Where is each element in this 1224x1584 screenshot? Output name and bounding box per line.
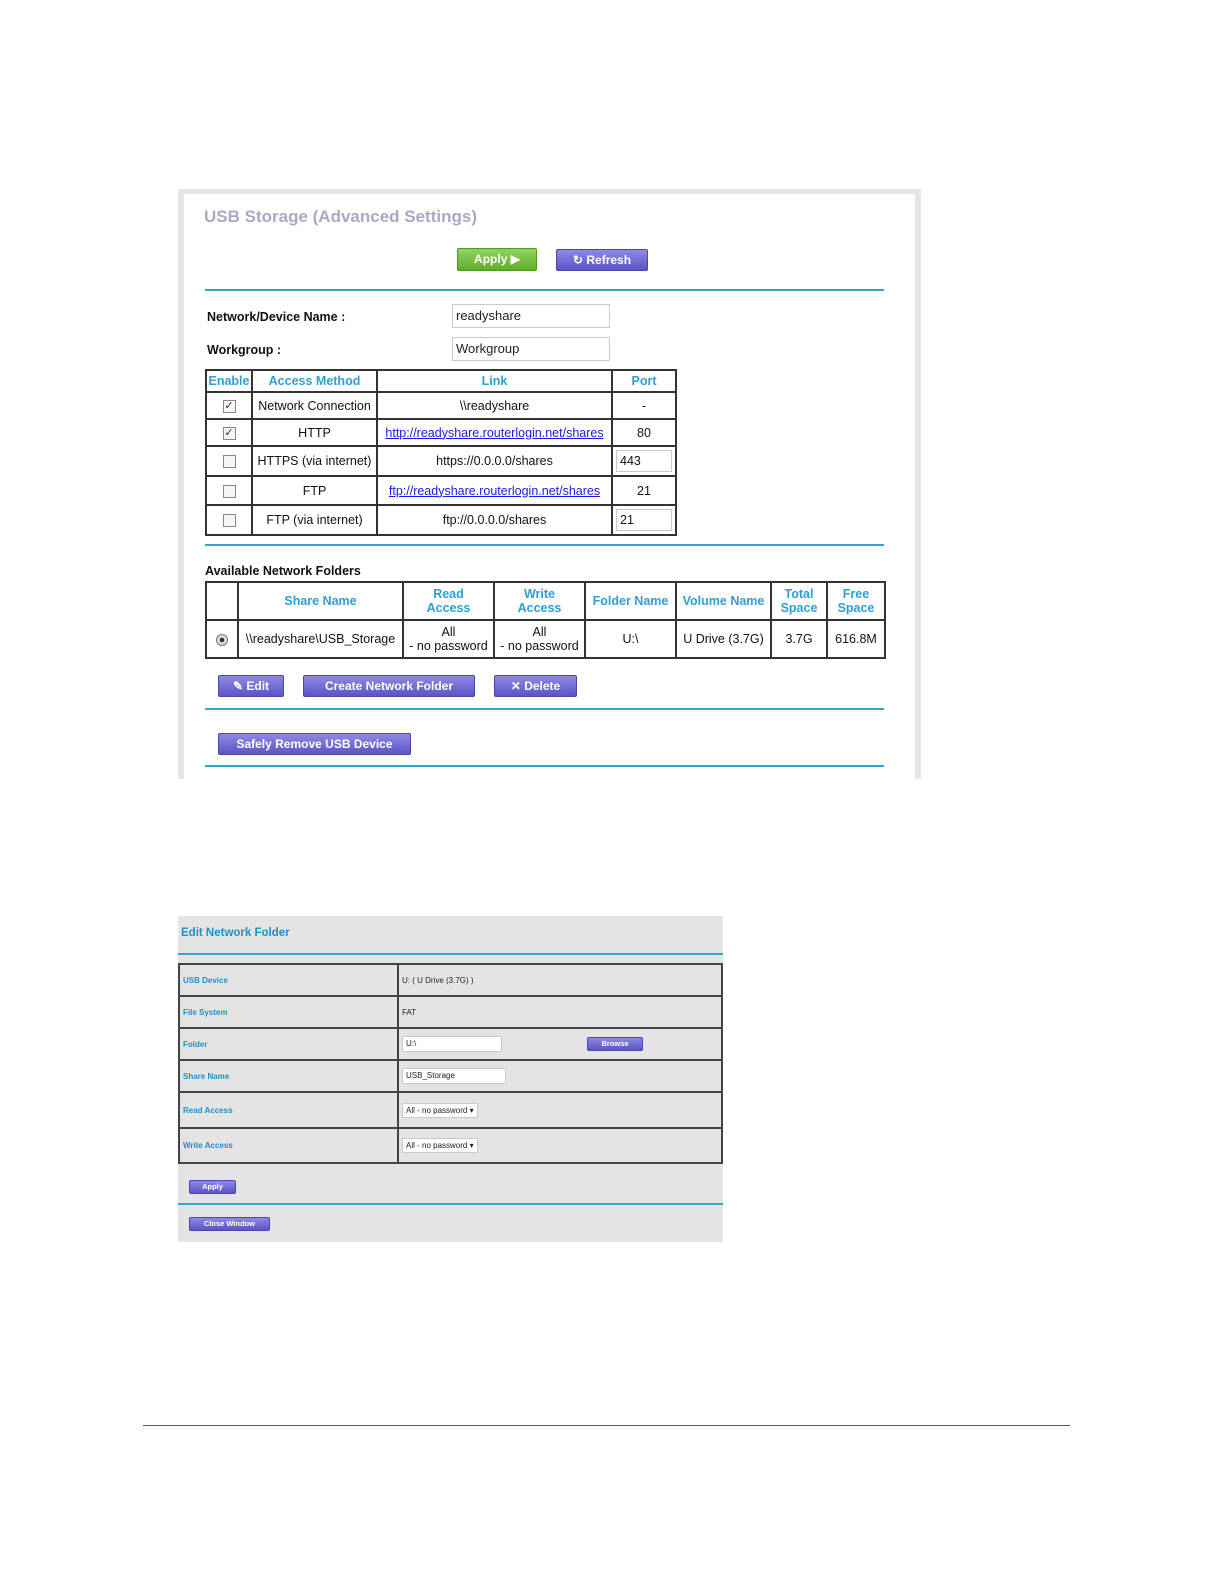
share-name-input[interactable]: USB_Storage bbox=[402, 1068, 506, 1084]
table-row bbox=[206, 446, 676, 476]
enable-checkbox[interactable]: ✓ bbox=[224, 426, 234, 439]
write-access-select[interactable]: All - no password ▾ bbox=[402, 1138, 478, 1153]
safely-remove-usb-button[interactable]: Safely Remove USB Device bbox=[218, 733, 411, 755]
enable-header: Enable bbox=[206, 370, 252, 392]
network-name-label: Network/Device Name : bbox=[207, 310, 346, 324]
volume-name-cell: U Drive (3.7G) bbox=[676, 620, 771, 658]
create-network-folder-button[interactable]: Create Network Folder bbox=[303, 675, 475, 697]
workgroup-label: Workgroup : bbox=[207, 343, 282, 357]
footer-rule bbox=[143, 1425, 1070, 1426]
method-cell: HTTPS (via internet) bbox=[252, 446, 377, 476]
usb-device-value: U: ( U Drive (3.7G) ) bbox=[398, 964, 722, 996]
page-title: USB Storage (Advanced Settings) bbox=[204, 207, 477, 226]
port-input[interactable]: 443 bbox=[616, 450, 672, 472]
read-access-cell: All - no password bbox=[403, 620, 494, 658]
total-space-cell: 3.7G bbox=[771, 620, 827, 658]
edit-folder-form bbox=[178, 963, 723, 1164]
delete-button[interactable] bbox=[494, 675, 577, 697]
file-system-label: File System bbox=[179, 996, 398, 1028]
read-access-label: Read Access bbox=[179, 1092, 398, 1128]
refresh-label: Refresh bbox=[586, 253, 632, 267]
network-name-input[interactable]: readyshare bbox=[452, 304, 610, 328]
method-cell: HTTP bbox=[252, 419, 377, 446]
volume-name-header: Volume Name bbox=[676, 582, 771, 620]
folder-input[interactable]: U:\ bbox=[402, 1036, 502, 1052]
close-window-button[interactable]: Close Window bbox=[189, 1217, 270, 1231]
table-row bbox=[179, 1128, 722, 1163]
folder-name-header: Folder Name bbox=[585, 582, 676, 620]
table-row bbox=[206, 392, 676, 419]
total-space-header: Total Space bbox=[771, 582, 827, 620]
link-cell: https://0.0.0.0/shares bbox=[377, 446, 612, 476]
access-method-header: Access Method bbox=[252, 370, 377, 392]
read-access-header: Read Access bbox=[403, 582, 494, 620]
table-row bbox=[179, 964, 722, 996]
table-row bbox=[179, 996, 722, 1028]
folder-radio[interactable] bbox=[216, 634, 228, 646]
table-row bbox=[179, 1092, 722, 1128]
write-access-header: Write Access bbox=[494, 582, 585, 620]
divider bbox=[178, 953, 723, 955]
share-name-header: Share Name bbox=[238, 582, 403, 620]
edit-button[interactable] bbox=[218, 675, 284, 697]
delete-label: Delete bbox=[524, 679, 561, 693]
write-access-label: Write Access bbox=[179, 1128, 398, 1163]
port-cell: 21 bbox=[612, 476, 676, 505]
apply-button[interactable]: Apply ▶ bbox=[457, 248, 537, 271]
table-row bbox=[206, 505, 676, 535]
pencil-icon: ✎ bbox=[232, 679, 244, 693]
browse-button[interactable]: Browse bbox=[587, 1037, 643, 1051]
table-row bbox=[206, 419, 676, 446]
file-system-value: FAT bbox=[398, 996, 722, 1028]
port-input[interactable]: 21 bbox=[616, 509, 672, 531]
write-access-cell: All - no password bbox=[494, 620, 585, 658]
share-name-label: Share Name bbox=[179, 1060, 398, 1092]
chevron-down-icon: ▾ bbox=[469, 1105, 474, 1115]
method-cell: FTP bbox=[252, 476, 377, 505]
chevron-down-icon: ▾ bbox=[469, 1141, 474, 1150]
link-cell: \\readyshare bbox=[377, 392, 612, 419]
table-row bbox=[206, 620, 885, 658]
table-row bbox=[206, 476, 676, 505]
http-link[interactable]: http://readyshare.routerlogin.net/shares bbox=[385, 425, 604, 440]
share-name-cell: \\readyshare\USB_Storage bbox=[238, 620, 403, 658]
edit-folder-title: Edit Network Folder bbox=[181, 927, 290, 939]
table-row bbox=[179, 1028, 722, 1060]
select-header bbox=[206, 582, 238, 620]
divider bbox=[205, 289, 884, 291]
divider bbox=[178, 1203, 723, 1205]
table-row bbox=[179, 1060, 722, 1092]
usb-storage-content bbox=[184, 194, 915, 779]
edit-label: Edit bbox=[246, 679, 270, 693]
close-icon: ✕ bbox=[510, 679, 521, 693]
port-cell: - bbox=[612, 392, 676, 419]
method-cell: Network Connection bbox=[252, 392, 377, 419]
free-space-header: Free Space bbox=[827, 582, 885, 620]
folder-label: Folder bbox=[179, 1028, 398, 1060]
ftp-link[interactable]: ftp://readyshare.routerlogin.net/shares bbox=[388, 483, 601, 498]
apply-button[interactable]: Apply bbox=[189, 1180, 236, 1194]
enable-checkbox[interactable]: ✓ bbox=[224, 399, 234, 412]
usb-device-label: USB Device bbox=[179, 964, 398, 996]
free-space-cell: 616.8M bbox=[827, 620, 885, 658]
folders-section-title: Available Network Folders bbox=[205, 564, 361, 578]
network-folders-table bbox=[205, 581, 886, 659]
link-cell: ftp://0.0.0.0/shares bbox=[377, 505, 612, 535]
port-cell: 80 bbox=[612, 419, 676, 446]
access-method-table bbox=[205, 369, 677, 536]
edit-network-folder-panel bbox=[178, 916, 723, 1242]
enable-checkbox[interactable] bbox=[223, 514, 236, 527]
link-header: Link bbox=[377, 370, 612, 392]
method-cell: FTP (via internet) bbox=[252, 505, 377, 535]
refresh-button[interactable] bbox=[556, 249, 648, 271]
divider bbox=[205, 544, 884, 546]
usb-storage-panel bbox=[178, 189, 921, 779]
folder-name-cell: U:\ bbox=[585, 620, 676, 658]
divider bbox=[205, 765, 884, 767]
divider bbox=[205, 708, 884, 710]
read-access-select[interactable]: All - no password ▾ bbox=[402, 1103, 478, 1118]
refresh-icon: ↻ bbox=[572, 253, 584, 267]
workgroup-input[interactable]: Workgroup bbox=[452, 337, 610, 361]
enable-checkbox[interactable] bbox=[223, 485, 236, 498]
enable-checkbox[interactable] bbox=[223, 455, 236, 468]
port-header: Port bbox=[612, 370, 676, 392]
